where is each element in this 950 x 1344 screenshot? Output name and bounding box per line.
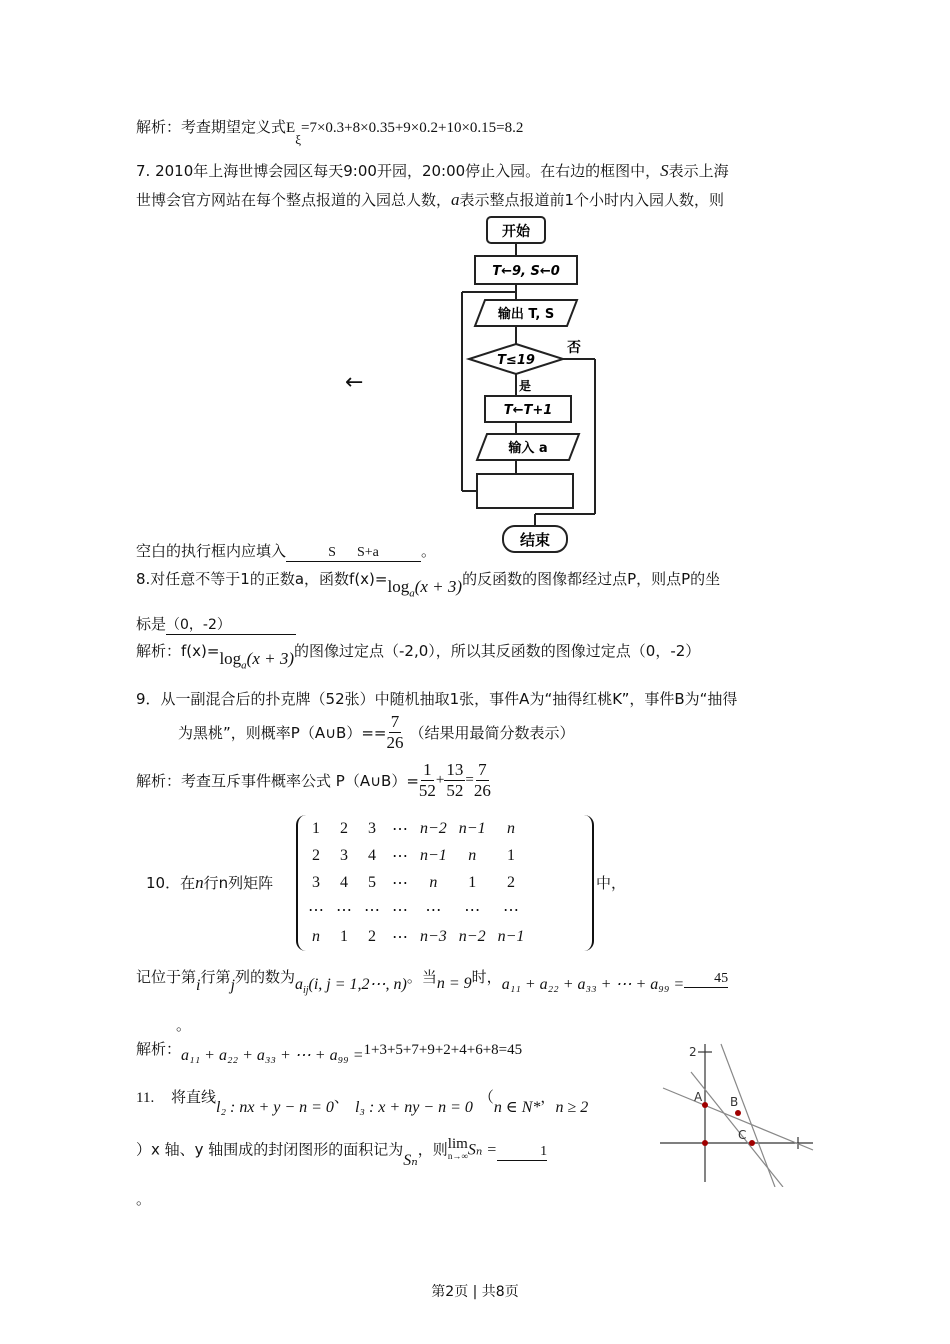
matrix-table [302,815,530,950]
matrix-cell: n−1 [458,819,486,837]
q6-analysis-label: 解析：考查期望定义式 [136,118,287,136]
left-arrow-icon: ← [345,370,364,395]
q10-intro: 10．在n行n列矩阵 [146,873,274,892]
matrix-row [302,923,530,950]
label-A: A [694,1090,703,1104]
flowchart-output-label: 输出 T, S [497,307,555,322]
q11-l2: l₂ : nx + y − n = 0 [216,1099,334,1116]
q10-answer: 45 [684,971,728,988]
matrix-cell: 2 [312,846,320,864]
flowchart-step-label: T←T+1 [503,403,553,418]
q6-analysis: 解析：考查期望定义式$E_\xi=7\times 0.3+8\times 0.35+9\times 0.2+10\times 0.15=8.2$ [136,118,524,147]
matrix-cell: 1 [340,927,348,945]
matrix-cell: 1 [312,819,320,837]
matrix-cell: ⋯ [464,901,481,919]
q10-post: 中， [596,874,627,892]
matrix-cell: ⋯ [308,901,324,919]
q9-line2: 为黑桃”，则概率P（A∪B）== $\frac{7}{26}$ （结果用最简分数表示） [178,712,575,752]
q10-end: 。 [176,1016,192,1034]
q6-formula: =7×0.3+8×0.35+9×0.2+10×0.15=8.2 [300,120,524,136]
q11-end: 。 [136,1190,152,1208]
flowchart-end-label: 结束 [519,531,551,549]
point-A [702,1102,708,1108]
q11-line2: ）x 轴、y 轴围成的封闭图形的面积记为Sₙ，则 lim n→∞ Sₙ = 1 [136,1136,548,1169]
matrix-cell: 1 [468,873,477,891]
matrix-row [302,896,530,923]
flowchart-init-label: T←9, S←0 [492,264,560,279]
flowchart-cond-label: T≤19 [497,353,535,368]
q11-graph [658,1042,818,1187]
q10-analysis: 解析：a₁₁ + a₂₂ + a₃₃ + ⋯ + a₉₉ =1+3+5+7+9+2+4+6+8=45 [136,1040,523,1064]
label-B: B [730,1095,739,1109]
q10-matrix [296,815,594,951]
q7-answer: S S+a [286,545,421,562]
matrix-cell: 3 [312,873,320,891]
matrix-cell: ⋯ [425,901,442,919]
q9-line1: 9．从一副混合后的扑克牌（52张）中随机抽取1张，事件A为“抽得红桃K”，事件B为“抽得 [136,690,738,708]
matrix-cell: n [312,927,320,945]
flowchart-start-label: 开始 [502,224,530,240]
q10-sum: a₁₁ + a₂₂ + a₃₃ + ⋯ + a₉₉ = [501,976,685,993]
point-origin [702,1140,708,1146]
matrix-row [302,815,530,842]
q8-analysis: 解析：$f(x)=\log_a(x + 3)$的图像过定点（-2,0），所以其反函数的图像过定点（0，-2） [136,642,701,672]
matrix-cell: ⋯ [392,874,408,892]
q7-fill: 空白的执行框内应填入 S S+a 。 [136,542,437,560]
matrix-row [302,869,530,896]
flowchart [455,212,605,557]
matrix-cell: n−3 [420,927,447,945]
matrix-row [302,842,530,869]
q11-line1: 11. 将直线l₂ : nx + y − n = 0、l₃ : x + ny − n = 0（n ∈ N*，n ≥ 2 [136,1088,589,1116]
y-tick-label: 2 [689,1045,697,1059]
matrix-cell: ⋯ [364,901,380,919]
matrix-cell: 3 [368,819,376,837]
matrix-cell: ⋯ [392,901,408,919]
matrix-cell: 2 [368,927,376,945]
q7-line1: 7. 2010年上海世博会园区每天9:00开园，20:00停止入园。在右边的框图中，S表示上海 [136,161,729,180]
page-footer: 第2页 | 共8页 [431,1284,519,1300]
matrix-cell: n−2 [420,819,447,837]
matrix-cell: n [506,819,515,837]
matrix-cell: 2 [506,873,515,891]
matrix-cell: 2 [340,819,348,837]
q9-analysis: 解析：考查互斥事件概率公式 P（A∪B）= $\frac{1}{52}$ + $\frac{13}{52}$ = $\frac{7}{26}$ [136,760,491,800]
q10-line2: 记位于第i行第j列的数为$a_{ij}(i$, j = 1,2⋯, n)。当n = 9时，a₁₁ + a₂₂ + a₃₃ + ⋯ + a₉₉ = 45 [136,968,729,997]
matrix-cell: 1 [506,846,515,864]
q7-line2: 世博会官方网站在每个整点报道的入园总人数，a表示整点报道前1个小时内入园人数，则 [136,190,725,209]
matrix-cell: n−1 [420,846,447,864]
matrix-cell: n [468,846,477,864]
flowchart-blank-box [477,474,573,508]
matrix-cell: 4 [368,846,376,864]
matrix-cell: n−2 [458,927,486,945]
point-B [735,1110,741,1116]
matrix-cell: 3 [340,846,348,864]
matrix-cell: ⋯ [502,901,519,919]
q8-answer: （0，-2） [166,614,296,635]
q9-answer: $\frac{7}{26}$ [386,712,404,752]
matrix-cell: 4 [340,873,348,891]
matrix-cell: ⋯ [392,820,408,838]
q8-line1: 8.对任意不等于1的正数a，函数$f(x)=\log_a(x + 3)$的反函数的图像都经过点P，则点P的坐 [136,570,721,600]
q11-answer: 1 [497,1144,547,1161]
q11-l3: l₃ : x + ny − n = 0 [354,1099,473,1116]
matrix-cell: 5 [368,873,376,891]
q8-line2: 标是（0，-2） [136,613,296,635]
matrix-cell: n [429,873,438,891]
label-C: C [738,1128,747,1142]
matrix-cell: ⋯ [392,847,408,865]
flowchart-input-label: 输入 a [508,441,548,456]
matrix-cell: ⋯ [336,901,352,919]
point-C [749,1140,755,1146]
flowchart-no-label: 否 [567,340,581,356]
matrix-cell: ⋯ [392,928,408,946]
flowchart-yes-label: 是 [519,379,532,393]
matrix-cell: n−1 [497,927,525,945]
